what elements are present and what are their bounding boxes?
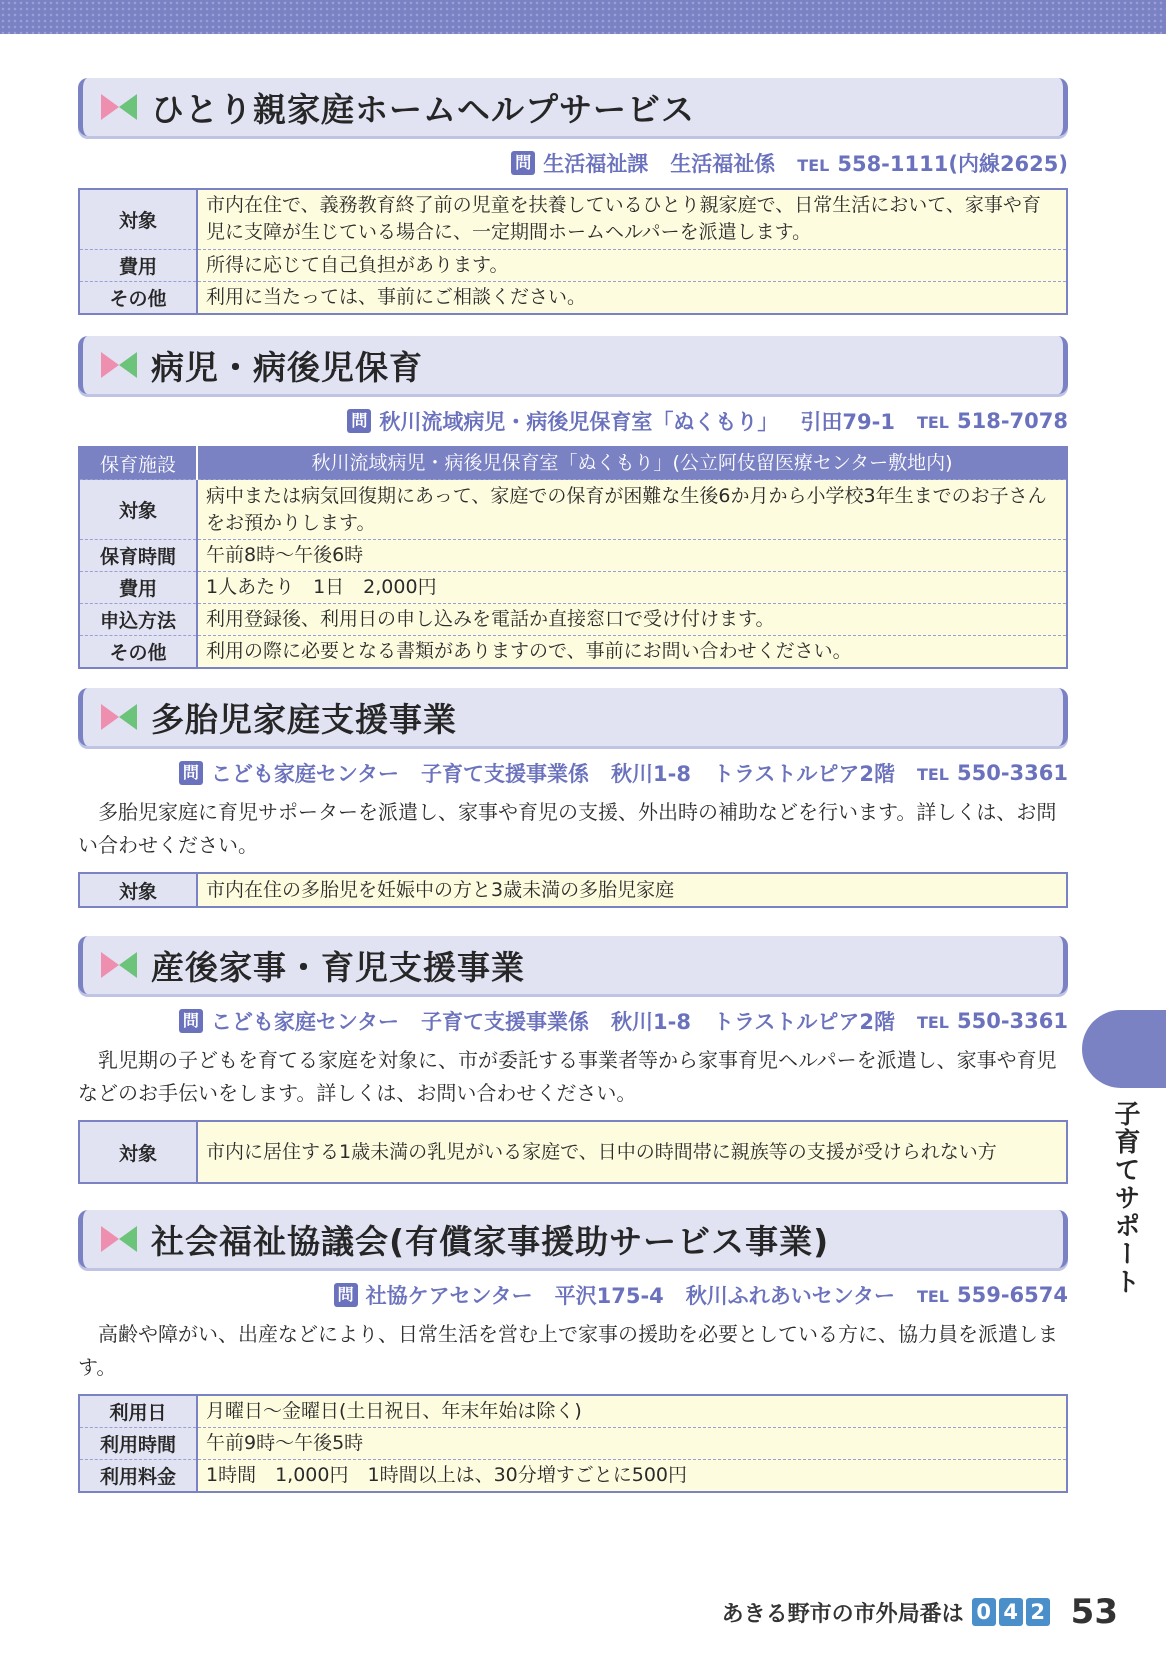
- top-decorative-band: [0, 0, 1166, 34]
- contact-section: 子育て支援事業係: [421, 1010, 590, 1034]
- row-value: 1人あたり 1日 2,000円: [197, 572, 1067, 604]
- row-value: 1時間 1,000円 1時間以上は、30分増すごとに500円: [197, 1460, 1067, 1493]
- table-row: [79, 604, 1067, 636]
- row-value: 午前8時〜午後6時: [197, 540, 1067, 572]
- row-value: 午前9時〜午後5時: [197, 1428, 1067, 1460]
- section-heading: [78, 1210, 1068, 1268]
- row-value: 利用登録後、利用日の申し込みを電話か直接窓口で受け付けます。: [197, 604, 1067, 636]
- tel-label: TEL: [916, 765, 949, 784]
- info-table: [78, 872, 1068, 908]
- contact-address: 秋川1-8: [611, 1010, 691, 1034]
- contact-line: [78, 1004, 1068, 1038]
- section-heading: [78, 78, 1068, 136]
- section-description: 高齢や障がい、出産などにより、日常生活を営む上で家事の援助を必要としている方に、協力員を派遣します。: [78, 1322, 1058, 1379]
- section-title: ひとり親家庭ホームヘルプサービス: [151, 89, 695, 129]
- info-table: [78, 1120, 1068, 1184]
- table-row: [79, 540, 1067, 572]
- tel-number: 550-3361: [957, 1009, 1068, 1033]
- row-label: 対象: [79, 480, 197, 540]
- table-row: [79, 1460, 1067, 1493]
- contact-address: 平沢175-4: [554, 1284, 664, 1308]
- row-label: 対象: [79, 873, 197, 907]
- contact-center: こども家庭センター: [210, 762, 400, 786]
- page-number: 53: [1070, 1592, 1118, 1632]
- tel-label: TEL: [797, 156, 830, 175]
- contact-line: [78, 146, 1068, 180]
- chapter-tab: [1082, 1010, 1166, 1088]
- contact-facility: 秋川流域病児・病後児保育室「ぬくもり」: [379, 410, 779, 434]
- row-value: 病中または病気回復期にあって、家庭での保育が困難な生後6か月から小学校3年生までのお子さんをお預かりします。: [197, 480, 1067, 540]
- row-label: 費用: [79, 249, 197, 281]
- row-value: 月曜日〜金曜日(土日祝日、年末年始は除く): [197, 1395, 1067, 1428]
- table-row: [79, 572, 1067, 604]
- contact-dept: 生活福祉課: [543, 152, 649, 176]
- contact-line: [78, 756, 1068, 790]
- table-row: [79, 189, 1067, 249]
- table-row: [79, 480, 1067, 540]
- inquiry-icon: 問: [334, 1283, 358, 1307]
- contact-address: 秋川1-8: [611, 762, 691, 786]
- tel-number: 518-7078: [957, 409, 1068, 433]
- tel-number: 559-6574: [957, 1283, 1068, 1307]
- info-table: [78, 1394, 1068, 1493]
- tel-label: TEL: [916, 1013, 949, 1032]
- row-value: 利用に当たっては、事前にご相談ください。: [197, 281, 1067, 314]
- table-header-row: [79, 447, 1067, 480]
- table-row: [79, 873, 1067, 907]
- row-value: 市内在住で、義務教育終了前の児童を扶養しているひとり親家庭で、日常生活において、家事や育児に支障が生じている場合に、一定期間ホームヘルパーを派遣します。: [197, 189, 1067, 249]
- contact-building: トラストルピア2階: [712, 1010, 895, 1034]
- row-value: 市内に居住する1歳未満の乳児がいる家庭で、日中の時間帯に親族等の支援が受けられない方: [197, 1121, 1067, 1183]
- section-multiple-birth-support: [78, 688, 1068, 908]
- section-description: 乳児期の子どもを育てる家庭を対象に、市が委託する事業者等から家事育児ヘルパーを派遣し、家事や育児などのお手伝いをします。詳しくは、お問い合わせください。: [78, 1048, 1057, 1105]
- inquiry-icon: 問: [511, 151, 535, 175]
- row-label: 利用日: [79, 1395, 197, 1428]
- bowtie-icon: [101, 352, 137, 378]
- row-value: 市内在住の多胎児を妊娠中の方と3歳未満の多胎児家庭: [197, 873, 1067, 907]
- row-label: 利用料金: [79, 1460, 197, 1493]
- row-label: 対象: [79, 1121, 197, 1183]
- bowtie-icon: [101, 94, 137, 120]
- bowtie-icon: [101, 952, 137, 978]
- contact-address: 引田79-1: [800, 410, 895, 434]
- row-label: その他: [79, 636, 197, 669]
- row-label: 保育施設: [79, 447, 197, 480]
- tel-number: 550-3361: [957, 761, 1068, 785]
- contact-center: こども家庭センター: [210, 1010, 400, 1034]
- table-row: [79, 636, 1067, 669]
- row-value: 秋川流域病児・病後児保育室「ぬくもり」(公立阿伎留医療センター敷地内): [197, 447, 1067, 480]
- info-table: [78, 446, 1068, 669]
- table-row: [79, 249, 1067, 281]
- table-row: [79, 1121, 1067, 1183]
- row-label: 対象: [79, 189, 197, 249]
- section-heading: [78, 336, 1068, 394]
- section-title: 産後家事・育児支援事業: [151, 947, 525, 987]
- section-social-welfare-council: [78, 1210, 1068, 1493]
- row-value: 利用の際に必要となる書類がありますので、事前にお問い合わせください。: [197, 636, 1067, 669]
- contact-line: [78, 404, 1068, 438]
- contact-line: [78, 1278, 1068, 1312]
- contact-building: トラストルピア2階: [712, 762, 895, 786]
- table-row: [79, 1395, 1067, 1428]
- contact-section: 子育て支援事業係: [421, 762, 590, 786]
- tel-label: TEL: [916, 413, 949, 432]
- inquiry-icon: 問: [179, 761, 203, 785]
- area-code-digit: 4: [999, 1598, 1023, 1626]
- section-title: 多胎児家庭支援事業: [151, 699, 457, 739]
- section-heading: [78, 936, 1068, 994]
- section-sick-child-care: [78, 336, 1068, 669]
- row-label: 申込方法: [79, 604, 197, 636]
- area-code-digit: 2: [1026, 1598, 1050, 1626]
- table-row: [79, 1428, 1067, 1460]
- section-heading: [78, 688, 1068, 746]
- inquiry-icon: 問: [347, 409, 371, 433]
- contact-center: 社協ケアセンター: [365, 1284, 533, 1308]
- area-code-text: あきる野市の市外局番は: [721, 1601, 964, 1627]
- row-label: その他: [79, 281, 197, 314]
- chapter-tab-label: 子育てサポート: [1110, 1100, 1140, 1296]
- section-title: 社会福祉協議会(有償家事援助サービス事業): [151, 1221, 830, 1261]
- row-label: 費用: [79, 572, 197, 604]
- contact-section: 生活福祉係: [670, 152, 776, 176]
- row-label: 保育時間: [79, 540, 197, 572]
- tel-label: TEL: [916, 1287, 949, 1306]
- contact-building: 秋川ふれあいセンター: [685, 1284, 895, 1308]
- section-title: 病児・病後児保育: [151, 347, 423, 387]
- section-postpartum-support: [78, 936, 1068, 1184]
- inquiry-icon: 問: [179, 1009, 203, 1033]
- row-label: 利用時間: [79, 1428, 197, 1460]
- section-single-parent-help: [78, 78, 1068, 315]
- info-table: [78, 188, 1068, 315]
- row-value: 所得に応じて自己負担があります。: [197, 249, 1067, 281]
- bowtie-icon: [101, 704, 137, 730]
- tel-number: 558-1111(内線2625): [837, 152, 1068, 176]
- section-description: 多胎児家庭に育児サポーターを派遣し、家事や育児の支援、外出時の補助などを行います。詳しくは、お問い合わせください。: [78, 800, 1057, 857]
- area-code-digit: 0: [972, 1598, 996, 1626]
- table-row: [79, 281, 1067, 314]
- page-footer: [722, 1592, 1118, 1632]
- bowtie-icon: [101, 1226, 137, 1252]
